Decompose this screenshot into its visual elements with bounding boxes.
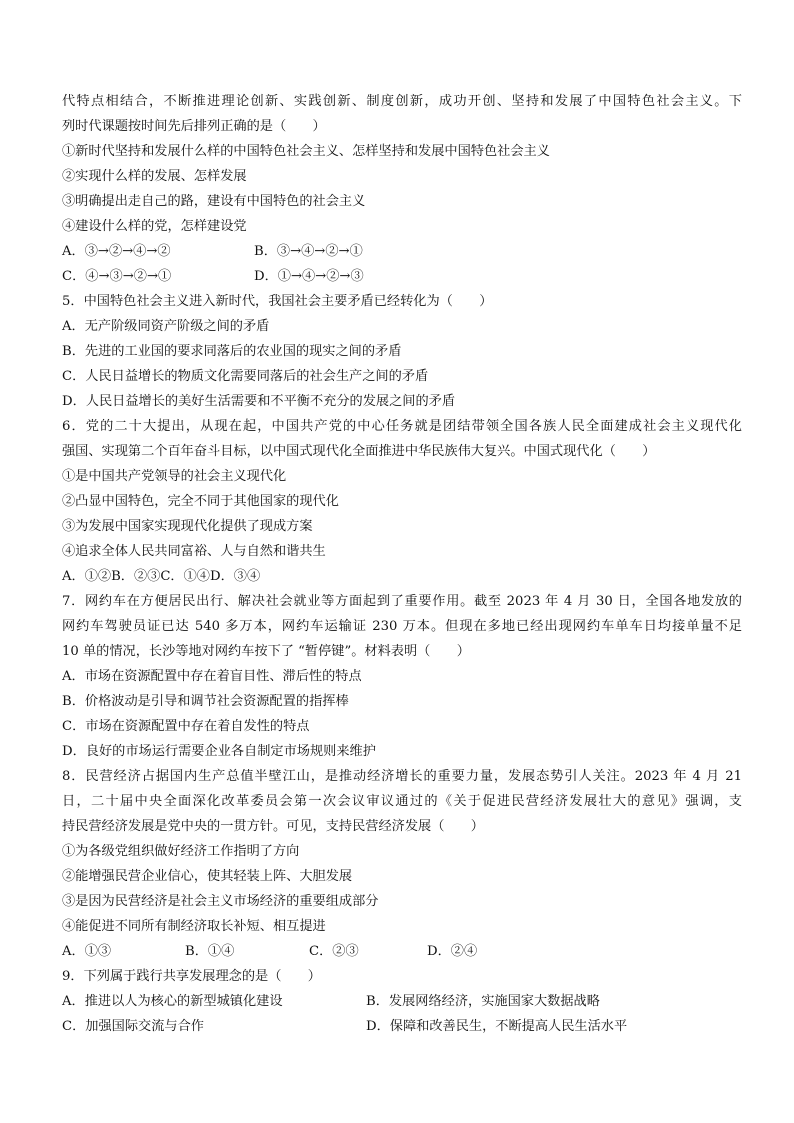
q8-stem-line-2: 日，二十届中央全面深化改革委员会第一次会议审议通过的《关于促进民营经济发展壮大的意见》强调，支 (62, 794, 742, 809)
intro-line-1: 代特点相结合，不断推进理论创新、实践创新、制度创新，成功开创、坚持和发展了中国特色社会主义。下 (62, 94, 742, 109)
q8-option-a: A．①③ (62, 944, 112, 959)
exam-page (62, 89, 742, 1039)
q4-option-a: A．③→②→④→② (62, 244, 171, 259)
q8-item-3: ③是因为民营经济是社会主义市场经济的重要组成部分 (62, 894, 379, 909)
q4-item-1: ①新时代坚持和发展什么样的中国特色社会主义、怎样坚持和发展中国特色社会主义 (62, 144, 550, 159)
q4-item-3: ③明确提出走自己的路，建设有中国特色的社会主义 (62, 194, 366, 209)
q6-item-3: ③为发展中国家实现现代化提供了现成方案 (62, 519, 313, 534)
q8-stem-line-3: 持民营经济发展是党中央的一贯方针。可见，支持民营经济发展（ ） (62, 819, 484, 834)
intro-line-2: 列时代课题按时间先后排列正确的是（ ） (62, 119, 326, 134)
q9-options-row-2 (62, 1014, 742, 1039)
q8-item-1: ①为各级党组织做好经济工作指明了方向 (62, 844, 300, 859)
q5-option-b: B．先进的工业国的要求同落后的农业国的现实之间的矛盾 (62, 344, 402, 359)
q8-stem-line-1: 8．民营经济占据国内生产总值半壁江山，是推动经济增长的重要力量，发展态势引人关注。2023 年 4 月 21 (62, 769, 742, 784)
q5-stem: 5．中国特色社会主义进入新时代，我国社会主要矛盾已经转化为（ ） (62, 294, 493, 309)
q8-option-c: C．②③ (309, 944, 359, 959)
q4-options-row-2 (62, 264, 742, 289)
q7-stem-line-3: 10 单的情况，长沙等地对网约车按下了 “暂停键”。材料表明（ ） (62, 644, 470, 659)
q5-option-a: A．无产阶级同资产阶级之间的矛盾 (62, 319, 270, 334)
q7-option-a: A．市场在资源配置中存在着盲目性、滞后性的特点 (62, 669, 362, 684)
q7-stem-line-2: 网约车驾驶员证已达 540 多万本，网约车运输证 230 万本。但现在多地已经出现网约车单车日均接单量不足 (62, 619, 742, 634)
q6-item-2: ②凸显中国特色，完全不同于其他国家的现代化 (62, 494, 339, 509)
q6-stem-line-2: 强国、实现第二个百年奋斗目标，以中国式现代化全面推进中华民族伟大复兴。中国式现代化（ ） (62, 444, 656, 459)
q9-option-d: D．保障和改善民生，不断提高人民生活水平 (366, 1019, 628, 1034)
q8-options (62, 939, 742, 964)
q6-item-4: ④追求全体人民共同富裕、人与自然和谐共生 (62, 544, 326, 559)
q9-stem: 9．下列属于践行共享发展理念的是（ ） (62, 969, 321, 984)
q5-option-d: D．人民日益增长的美好生活需要和不平衡不充分的发展之间的矛盾 (62, 394, 456, 409)
q9-option-c: C．加强国际交流与合作 (62, 1019, 204, 1034)
q4-option-c: C．④→③→②→① (62, 269, 172, 284)
q9-options-row-1 (62, 989, 742, 1014)
q4-options-row-1 (62, 239, 742, 264)
q7-option-d: D．良好的市场运行需要企业各自制定市场规则来维护 (62, 744, 376, 759)
q9-option-b: B．发展网络经济，实施国家大数据战略 (366, 994, 600, 1009)
q8-option-d: D．②④ (427, 944, 478, 959)
q4-item-2: ②实现什么样的发展、怎样发展 (62, 169, 247, 184)
q5-option-c: C．人民日益增长的物质文化需要同落后的社会生产之间的矛盾 (62, 369, 429, 384)
q6-stem-line-1: 6．党的二十大提出，从现在起，中国共产党的中心任务就是团结带领全国各族人民全面建成社会主义现代化 (62, 419, 742, 434)
q6-options: A．①②B．②③C．①④D．③④ (62, 569, 261, 584)
q8-option-b: B．①④ (185, 944, 235, 959)
q7-option-b: B．价格波动是引导和调节社会资源配置的指挥棒 (62, 694, 349, 709)
q8-item-4: ④能促进不同所有制经济取长补短、相互提进 (62, 919, 326, 934)
q6-item-1: ①是中国共产党领导的社会主义现代化 (62, 469, 287, 484)
q4-option-d: D．①→④→②→③ (254, 269, 364, 284)
q8-item-2: ②能增强民营企业信心，使其轻装上阵、大胆发展 (62, 869, 353, 884)
q9-option-a: A．推进以人为核心的新型城镇化建设 (62, 994, 283, 1009)
q7-option-c: C．市场在资源配置中存在着自发性的特点 (62, 719, 310, 734)
q4-item-4: ④建设什么样的党，怎样建设党 (62, 219, 247, 234)
q7-stem-line-1: 7．网约车在方便居民出行、解决社会就业等方面起到了重要作用。截至 2023 年 4 月 30 日，全国各地发放的 (62, 594, 742, 609)
q4-option-b: B．③→④→②→① (254, 244, 363, 259)
